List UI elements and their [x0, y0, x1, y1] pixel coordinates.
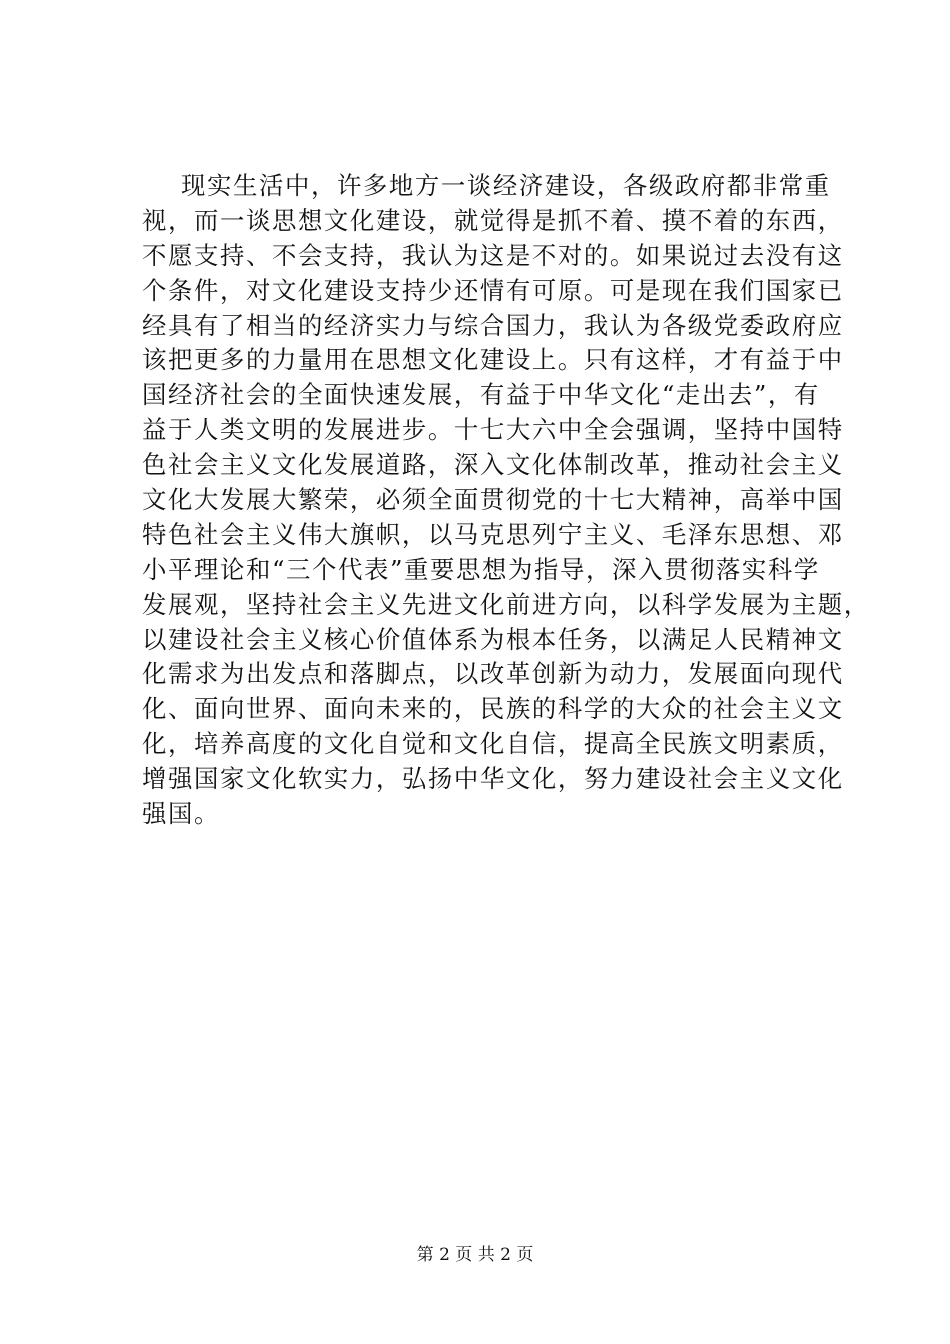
paragraph-line: 该把更多的力量用在思想文化建设上。只有这样，才有益于中 [142, 345, 844, 375]
paragraph-line: 经具有了相当的经济实力与综合国力，我认为各级党委政府应 [142, 310, 844, 340]
paragraph-line: 特色社会主义伟大旗帜，以马克思列宁主义、毛泽东思想、邓 [142, 519, 844, 549]
paragraph-line: 个条件，对文化建设支持少还情有可原。可是现在我们国家已 [142, 275, 844, 305]
page-number-footer: 第 2 页 共 2 页 [416, 1245, 534, 1265]
paragraph-line: 色社会主义文化发展道路，深入文化体制改革，推动社会主义 [142, 450, 844, 480]
paragraph-line: 发展观，坚持社会主义先进文化前进方向，以科学发展为主题， [142, 589, 870, 619]
paragraph-line: 益于人类文明的发展进步。十七大六中全会强调，坚持中国特 [142, 415, 844, 445]
paragraph-line: 国经济社会的全面快速发展，有益于中华文化“走出去”，有 [142, 380, 820, 410]
paragraph-line: 视，而一谈思想文化建设，就觉得是抓不着、摸不着的东西， [142, 205, 844, 235]
paragraph-line: 化，培养高度的文化自觉和文化自信，提高全民族文明素质， [142, 729, 844, 759]
paragraph-line: 文化大发展大繁荣，必须全面贯彻党的十七大精神，高举中国 [142, 485, 844, 515]
body-paragraph [142, 169, 870, 832]
paragraph-line: 强国。 [142, 799, 220, 829]
paragraph-line: 增强国家文化软实力，弘扬中华文化，努力建设社会主义文化 [142, 764, 844, 794]
paragraph-line: 现实生活中，许多地方一谈经济建设，各级政府都非常重 [181, 171, 831, 200]
paragraph-line: 小平理论和“三个代表”重要思想为指导，深入贯彻落实科学 [142, 554, 820, 584]
paragraph-line: 化、面向世界、面向未来的，民族的科学的大众的社会主义文 [142, 694, 844, 724]
paragraph-line: 化需求为出发点和落脚点，以改革创新为动力，发展面向现代 [142, 659, 844, 689]
paragraph-line: 以建设社会主义核心价值体系为根本任务，以满足人民精神文 [142, 624, 844, 654]
paragraph-line: 不愿支持、不会支持，我认为这是不对的。如果说过去没有这 [142, 240, 844, 270]
